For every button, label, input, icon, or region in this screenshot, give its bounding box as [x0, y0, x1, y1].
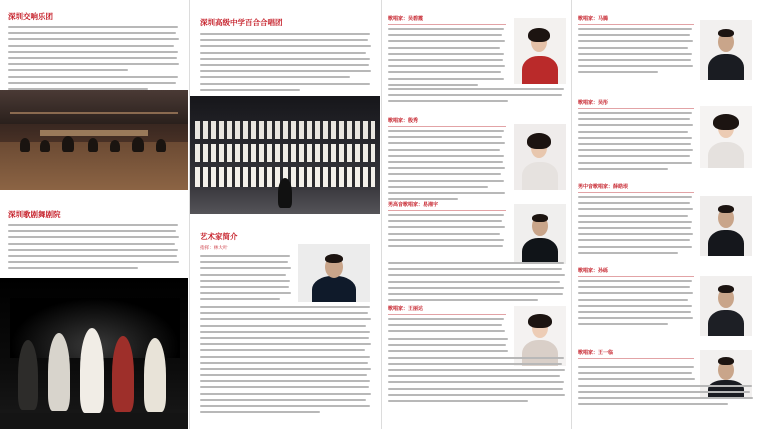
- paragraph: [8, 26, 180, 90]
- artist-label: 指挥：林大叶: [200, 246, 228, 251]
- paragraph: [578, 280, 694, 325]
- artist-bio: [578, 100, 694, 174]
- artist-portrait: [514, 18, 566, 84]
- artist-label: 歌唱家：殷秀: [388, 118, 419, 124]
- conductor-portrait: [298, 244, 370, 302]
- section-girls-choir: [200, 18, 372, 95]
- artist-bio: [388, 306, 506, 337]
- section-title: 深圳交响乐团: [8, 12, 53, 21]
- artist-bio: [578, 184, 694, 258]
- artist-label: 歌唱家：吴彤: [578, 100, 609, 106]
- section-title: 深圳歌剧舞剧院: [8, 210, 61, 219]
- artist-label: 歌唱家：王一临: [578, 350, 614, 356]
- artist-portrait: [700, 276, 752, 336]
- section-title: 艺术家简介: [200, 232, 238, 241]
- orchestra-photo: [0, 90, 188, 190]
- choir-photo: [190, 96, 380, 214]
- paragraph: [578, 28, 694, 73]
- artist-label: 歌唱家：马腾: [578, 16, 609, 22]
- artist-label: 歌唱家：吴碧霞: [388, 16, 424, 22]
- artist-portrait: [700, 106, 752, 168]
- artist-bio: [388, 202, 506, 251]
- section-title: 深圳高级中学百合合唱团: [200, 18, 283, 27]
- artist-bio: [388, 118, 506, 204]
- artist-label: 男高音歌唱家：易湘宇: [388, 202, 439, 208]
- page-1: [0, 0, 188, 429]
- page-4: [572, 0, 758, 429]
- paragraph: [200, 255, 292, 300]
- paragraph: [388, 262, 566, 305]
- paragraph: [8, 224, 180, 269]
- artist-bio: [578, 350, 694, 362]
- paragraph: [388, 28, 506, 86]
- paragraph: [388, 214, 506, 247]
- artist-portrait: [700, 20, 752, 80]
- artist-bio: [578, 268, 694, 330]
- artist-label: 歌唱家：王丽达: [388, 306, 424, 312]
- artist-portrait: [514, 204, 566, 264]
- paragraph: [388, 338, 566, 406]
- opera-stage-photo: [0, 278, 188, 429]
- paragraph: [388, 318, 506, 332]
- paragraph: [578, 196, 694, 254]
- paragraph: [578, 112, 694, 170]
- paragraph: [200, 306, 372, 417]
- paragraph: [200, 33, 372, 91]
- paragraph: [388, 88, 566, 107]
- artist-portrait: [514, 124, 566, 190]
- page-3: [382, 0, 570, 429]
- artist-label: 歌唱家：孙砾: [578, 268, 609, 274]
- section-shenzhen-symphony: [8, 12, 180, 94]
- page-2: [190, 0, 380, 429]
- section-opera-dance: [8, 210, 180, 274]
- paragraph: [578, 366, 754, 409]
- artist-portrait: [700, 196, 752, 256]
- artist-bio: [388, 16, 506, 90]
- artist-bio: [578, 16, 694, 78]
- paragraph: [388, 130, 506, 200]
- artist-label: 男中音歌唱家：薛皓垠: [578, 184, 629, 190]
